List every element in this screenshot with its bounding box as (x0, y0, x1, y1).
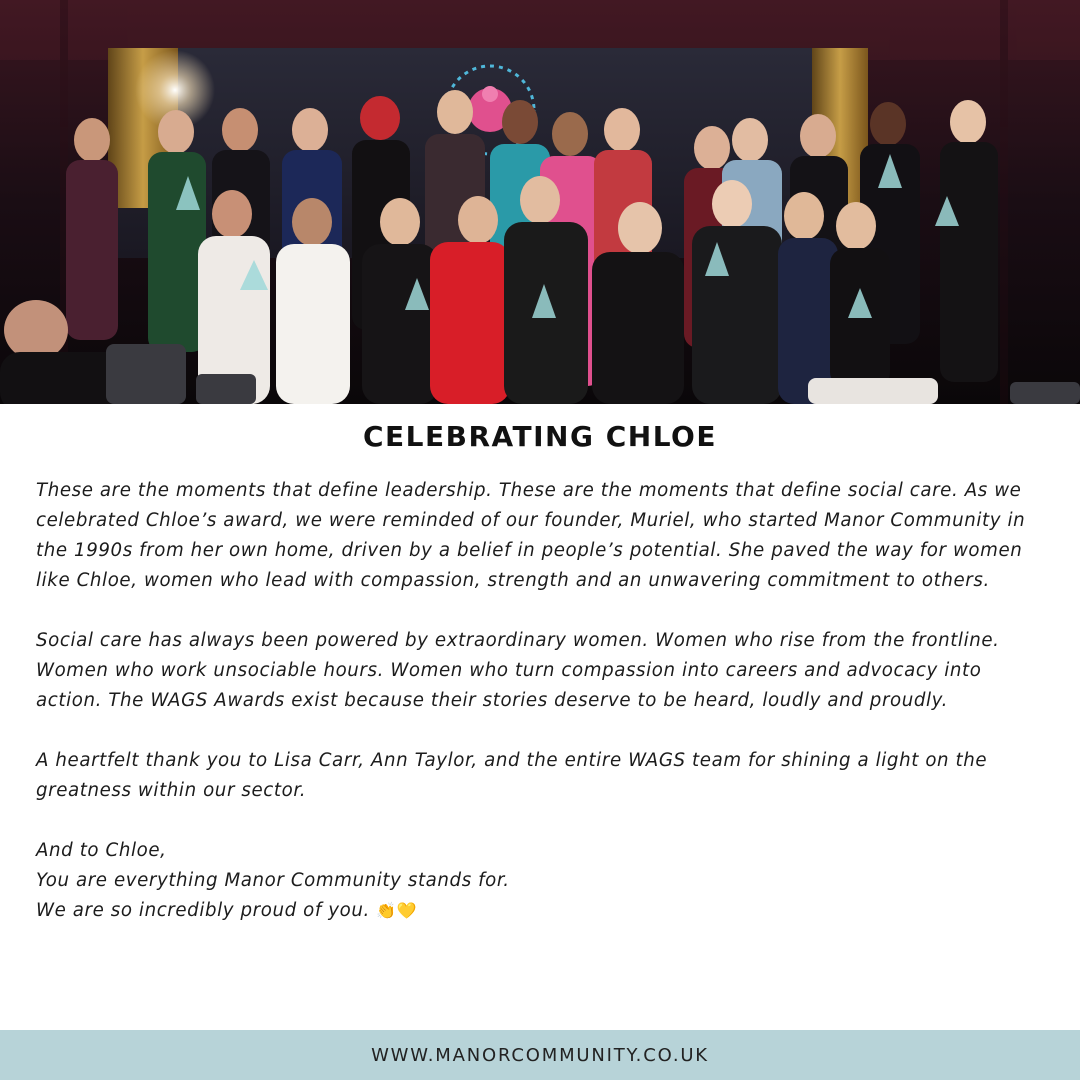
paragraph-3: A heartfelt thank you to Lisa Carr, Ann Taylor, and the entire WAGS team for shining a light on the greatness within our sector. (36, 750, 988, 801)
closing-line-2: You are everything Manor Community stands for. (36, 870, 510, 891)
body-text (36, 476, 1036, 926)
paragraph-2: Social care has always been powered by extraordinary women. Women who rise from the frontline. Women who work unsociable hours. Women who turn compassion into careers and advocacy into action. The WAGS Awards exist because their stories deserve to be heard, loudly and proudly. (36, 630, 1000, 711)
closing-line-3: We are so incredibly proud of you. (36, 900, 370, 921)
website-link[interactable]: WWW.MANORCOMMUNITY.CO.UK (371, 1044, 709, 1066)
closing-message (36, 836, 1036, 926)
page-title: CELEBRATING CHLOE (363, 420, 717, 453)
footer-bar (0, 1030, 1080, 1080)
clap-heart-icon: 👏💛 (376, 901, 418, 920)
paragraph-1: These are the moments that define leadership. These are the moments that define social care. As we celebrated Chloe’s award, we were reminded of our founder, Muriel, who started Manor Community in the 1990s from her own home, driven by a belief in people’s potential. She paved the way for women like Chloe, women who lead with compassion, strength and an unwavering commitment to others. (36, 480, 1026, 591)
award-group-photo (0, 0, 1080, 404)
closing-line-1: And to Chloe, (36, 840, 167, 861)
closing-line-3-wrap (36, 896, 1036, 926)
